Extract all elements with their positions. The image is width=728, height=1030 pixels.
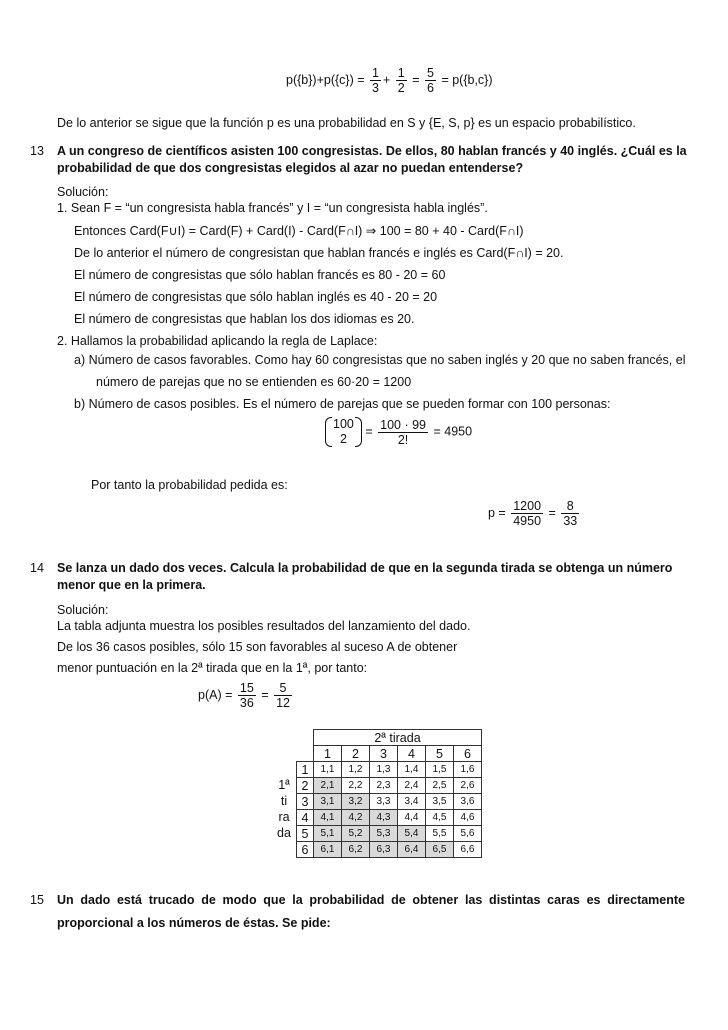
probability-formula: p = $\frac{1200}{4950}$ = $\frac{8}{33}$ bbox=[488, 499, 578, 528]
side-label bbox=[272, 842, 297, 858]
table-cell: 5,3 bbox=[370, 826, 398, 842]
table-cell: 5,4 bbox=[398, 826, 426, 842]
table-cell: 6,2 bbox=[342, 842, 370, 858]
table-cell: 6,6 bbox=[454, 842, 482, 858]
fraction: $\frac{100 \cdot 99}{2!}$ bbox=[380, 417, 427, 447]
table-cell: 1,3 bbox=[370, 762, 398, 778]
table-row bbox=[272, 778, 482, 794]
table-cell: 1,4 bbox=[398, 762, 426, 778]
table-cell: 4,4 bbox=[398, 810, 426, 826]
table-cell: 3,3 bbox=[370, 794, 398, 810]
question-number: 15 bbox=[30, 893, 44, 907]
table-cell: 4,2 bbox=[342, 810, 370, 826]
formula-rhs: = p({b,c}) bbox=[441, 72, 493, 87]
solution-line: El número de congresistas que hablan los dos idiomas es 20. bbox=[74, 312, 415, 326]
table-cell: 3,1 bbox=[314, 794, 342, 810]
table-row bbox=[272, 762, 482, 778]
side-label: ti bbox=[280, 794, 288, 808]
table-cell: 5,6 bbox=[454, 826, 482, 842]
table-cell: 4,5 bbox=[426, 810, 454, 826]
solution-heading: Solución: bbox=[57, 185, 109, 199]
fraction: $\frac{1200}{4950}$ bbox=[513, 499, 542, 528]
solution-line: menor puntuación en la 2ª tirada que en la 1ª, por tanto: bbox=[57, 661, 368, 675]
solution-step: 2. Hallamos la probabilidad aplicando la regla de Laplace: bbox=[57, 334, 378, 348]
table-cell: 1,1 bbox=[314, 762, 342, 778]
table-cell: 4,3 bbox=[370, 810, 398, 826]
side-label: da bbox=[277, 826, 291, 840]
solution-line: La tabla adjunta muestra los posibles resultados del lanzamiento del dado. bbox=[57, 619, 471, 633]
row-header: 5 bbox=[297, 826, 314, 842]
side-label: 1ª bbox=[278, 778, 290, 792]
table-row bbox=[272, 810, 482, 826]
solution-line: Entonces Card(F∪I) = Card(F) + Card(I) - Card(F∩I) ⇒ 100 = 80 + 40 - Card(F∩I) bbox=[74, 224, 524, 238]
side-label: ra bbox=[278, 810, 290, 824]
col-header: 2 bbox=[342, 746, 370, 762]
table-cell: 6,4 bbox=[398, 842, 426, 858]
solution-line: El número de congresistas que sólo hablan francés es 80 - 20 = 60 bbox=[74, 268, 446, 282]
q14-statement: menor que en la primera. bbox=[57, 578, 206, 592]
row-header: 1 bbox=[297, 762, 314, 778]
top-formula: p({b})+p({c}) = $\frac{1}{3}$ + $\frac{1}{2}$ = $\frac{5}{6}$ = p({b,c}) bbox=[286, 66, 493, 95]
table-header: 2ª tirada bbox=[314, 730, 482, 746]
col-header: 3 bbox=[370, 746, 398, 762]
table-cell: 5,2 bbox=[342, 826, 370, 842]
table-cell: 1,2 bbox=[342, 762, 370, 778]
fraction: $\frac{5}{6}$ bbox=[427, 66, 434, 95]
table-cell: 5,1 bbox=[314, 826, 342, 842]
table-row bbox=[272, 842, 482, 858]
table-cell: 3,4 bbox=[398, 794, 426, 810]
table-cell: 2,6 bbox=[454, 778, 482, 794]
solution-heading: Solución: bbox=[57, 603, 109, 617]
row-header: 3 bbox=[297, 794, 314, 810]
table-cell: 3,5 bbox=[426, 794, 454, 810]
table-cell: 2,1 bbox=[314, 778, 342, 794]
col-header: 1 bbox=[314, 746, 342, 762]
fraction: $\frac{15}{36}$ bbox=[239, 681, 254, 710]
solution-line: número de parejas que no se entienden es 60·20 = 1200 bbox=[96, 375, 412, 389]
solution-step: 1. Sean F = “un congresista habla francés” y I = “un congresista habla inglés”. bbox=[57, 201, 488, 215]
fraction: $\frac{1}{2}$ bbox=[397, 66, 405, 95]
fraction: $\frac{5}{12}$ bbox=[276, 681, 290, 710]
side-label bbox=[272, 762, 297, 778]
table-cell: 2,5 bbox=[426, 778, 454, 794]
row-header: 4 bbox=[297, 810, 314, 826]
q15-statement: proporcional a los números de éstas. Se pide: bbox=[57, 916, 331, 930]
solution-line: b) Número de casos posibles. Es el número de parejas que se pueden formar con 100 personas: bbox=[74, 397, 611, 411]
dice-outcomes-table bbox=[272, 729, 482, 858]
formula-lhs: p({b})+p({c}) = bbox=[286, 72, 365, 87]
table-cell: 6,3 bbox=[370, 842, 398, 858]
table-cell: 2,3 bbox=[370, 778, 398, 794]
q15-statement: Un dado está trucado de modo que la probabilidad de obtener las distintas caras es directamente bbox=[57, 893, 685, 907]
binomial: 100 2 bbox=[325, 417, 362, 447]
table-row bbox=[272, 794, 482, 810]
solution-line: Por tanto la probabilidad pedida es: bbox=[91, 478, 288, 492]
pa-formula: p(A) = $\frac{15}{36}$ = $\frac{5}{12}$ bbox=[198, 681, 290, 710]
table-cell: 3,2 bbox=[342, 794, 370, 810]
row-header: 2 bbox=[297, 778, 314, 794]
table-cell: 3,6 bbox=[454, 794, 482, 810]
table-cell: 5,5 bbox=[426, 826, 454, 842]
row-header: 6 bbox=[297, 842, 314, 858]
table-cell: 6,5 bbox=[426, 842, 454, 858]
table-cell: 2,4 bbox=[398, 778, 426, 794]
table-cell: 1,5 bbox=[426, 762, 454, 778]
table-cell: 2,2 bbox=[342, 778, 370, 794]
fraction: $\frac{8}{33}$ bbox=[563, 499, 578, 528]
solution-line: De lo anterior el número de congresistan que hablan francés e inglés es Card(F∩I) = 20. bbox=[74, 246, 564, 260]
table-cell: 4,1 bbox=[314, 810, 342, 826]
fraction: $\frac{1}{3}$ bbox=[372, 66, 379, 95]
col-header: 6 bbox=[454, 746, 482, 762]
intro-line: De lo anterior se sigue que la función p es una probabilidad en S y {E, S, p} es un espacio probabilístico. bbox=[57, 116, 636, 130]
table-cell: 6,1 bbox=[314, 842, 342, 858]
question-number: 13 bbox=[30, 144, 44, 158]
table-cell: 4,6 bbox=[454, 810, 482, 826]
col-header: 5 bbox=[426, 746, 454, 762]
question-number: 14 bbox=[30, 561, 44, 575]
q14-statement: Se lanza un dado dos veces. Calcula la probabilidad de que en la segunda tirada se obtenga un número bbox=[57, 561, 673, 575]
col-header: 4 bbox=[398, 746, 426, 762]
q13-statement: probabilidad de que dos congresistas elegidos al azar no puedan entenderse? bbox=[57, 161, 524, 175]
binomial-formula: 100 2 = $\frac{100 \cdot 99}{2!}$ = 4950 bbox=[325, 417, 472, 447]
solution-line: De los 36 casos posibles, sólo 15 son favorables al suceso A de obtener bbox=[57, 640, 458, 654]
table-row bbox=[272, 826, 482, 842]
solution-line: El número de congresistas que sólo hablan inglés es 40 - 20 = 20 bbox=[74, 290, 438, 304]
table-cell: 1,6 bbox=[454, 762, 482, 778]
solution-line: a) Número de casos favorables. Como hay 60 congresistas que no saben inglés y 20 que no saben francés, el bbox=[74, 353, 686, 367]
q13-statement: A un congreso de científicos asisten 100 congresistas. De ellos, 80 hablan francés y 40 inglés. ¿Cuál es la bbox=[57, 144, 687, 158]
